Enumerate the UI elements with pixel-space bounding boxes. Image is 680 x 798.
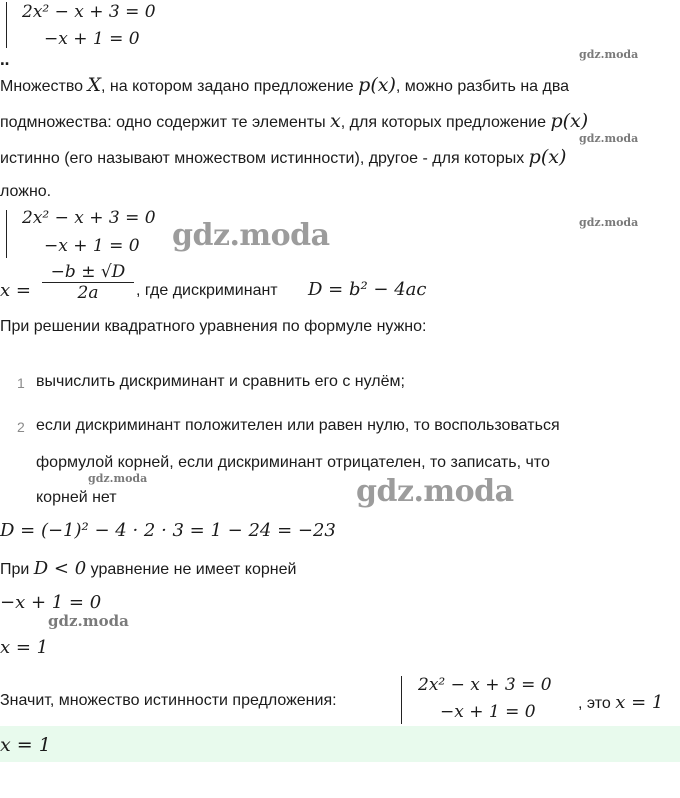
list-item-line-3: корней нет: [36, 489, 117, 506]
answer-value: x = 1: [0, 734, 51, 756]
watermark: gdz.moda: [579, 216, 639, 229]
watermark: gdz.moda: [88, 472, 148, 485]
system-top-eq1: 2x² − x + 3 = 0: [22, 2, 156, 22]
formula-numerator: −b ± √D: [50, 262, 126, 282]
list-number: 2: [17, 419, 25, 435]
paragraph-line-2: подмножества: одно содержит те элементы x, для которых предложение p(x): [0, 110, 589, 132]
system-brace-final: [401, 676, 402, 724]
list-number: 1: [17, 375, 25, 391]
watermark: gdz.moda: [579, 48, 639, 61]
root-value: x = 1: [0, 637, 49, 658]
formula-lhs: x =: [0, 280, 31, 301]
watermark: gdz.moda: [579, 132, 639, 145]
formula-fraction: [42, 262, 134, 302]
paragraph-line-1: Множество X, на котором задано предложение p(x), можно разбить на два: [0, 74, 570, 96]
rule-intro: При решении квадратного уравнения по формуле нужно:: [0, 318, 427, 335]
conclusion-line: При D < 0 уравнение не имеет корней: [0, 558, 297, 579]
answer-box: [0, 726, 680, 762]
list-item: вычислить дискриминант и сравнить его с нулём;: [36, 373, 405, 390]
system-mid-eq1: 2x² − x + 3 = 0: [22, 208, 156, 228]
watermark-large: gdz.moda: [172, 218, 330, 253]
final-system-eq1: 2x² − x + 3 = 0: [418, 675, 552, 695]
system-top-eq2: −x + 1 = 0: [44, 29, 140, 49]
paragraph-line-3: истинно (его называют множеством истинности), другое - для которых p(x): [0, 146, 567, 168]
linear-equation: −x + 1 = 0: [0, 592, 102, 613]
dots: ‥: [0, 52, 10, 68]
paragraph-line-4: ложно.: [0, 183, 52, 200]
system-brace-mid: [6, 210, 7, 258]
discriminant-calculation: D = (−1)² − 4 · 2 · 3 = 1 − 24 = −23: [0, 520, 336, 541]
watermark: gdz.moda: [48, 612, 129, 630]
final-system-eq2: −x + 1 = 0: [440, 702, 536, 722]
list-item-line-2: формулой корней, если дискриминант отрицателен, то записать, что: [36, 454, 550, 471]
list-item-line-1: если дискриминант положителен или равен нулю, то воспользоваться: [36, 417, 560, 434]
formula-denominator: 2a: [77, 283, 99, 302]
watermark-large: gdz.moda: [356, 474, 514, 509]
discriminant-formula: D = b² − 4ac: [308, 279, 427, 300]
final-statement-suffix: , это x = 1: [578, 692, 664, 713]
system-mid-eq2: −x + 1 = 0: [44, 236, 140, 256]
formula-text: , где дискриминант: [136, 282, 278, 299]
final-statement: Значит, множество истинности предложения:: [0, 692, 337, 709]
system-brace-top: [6, 2, 7, 48]
